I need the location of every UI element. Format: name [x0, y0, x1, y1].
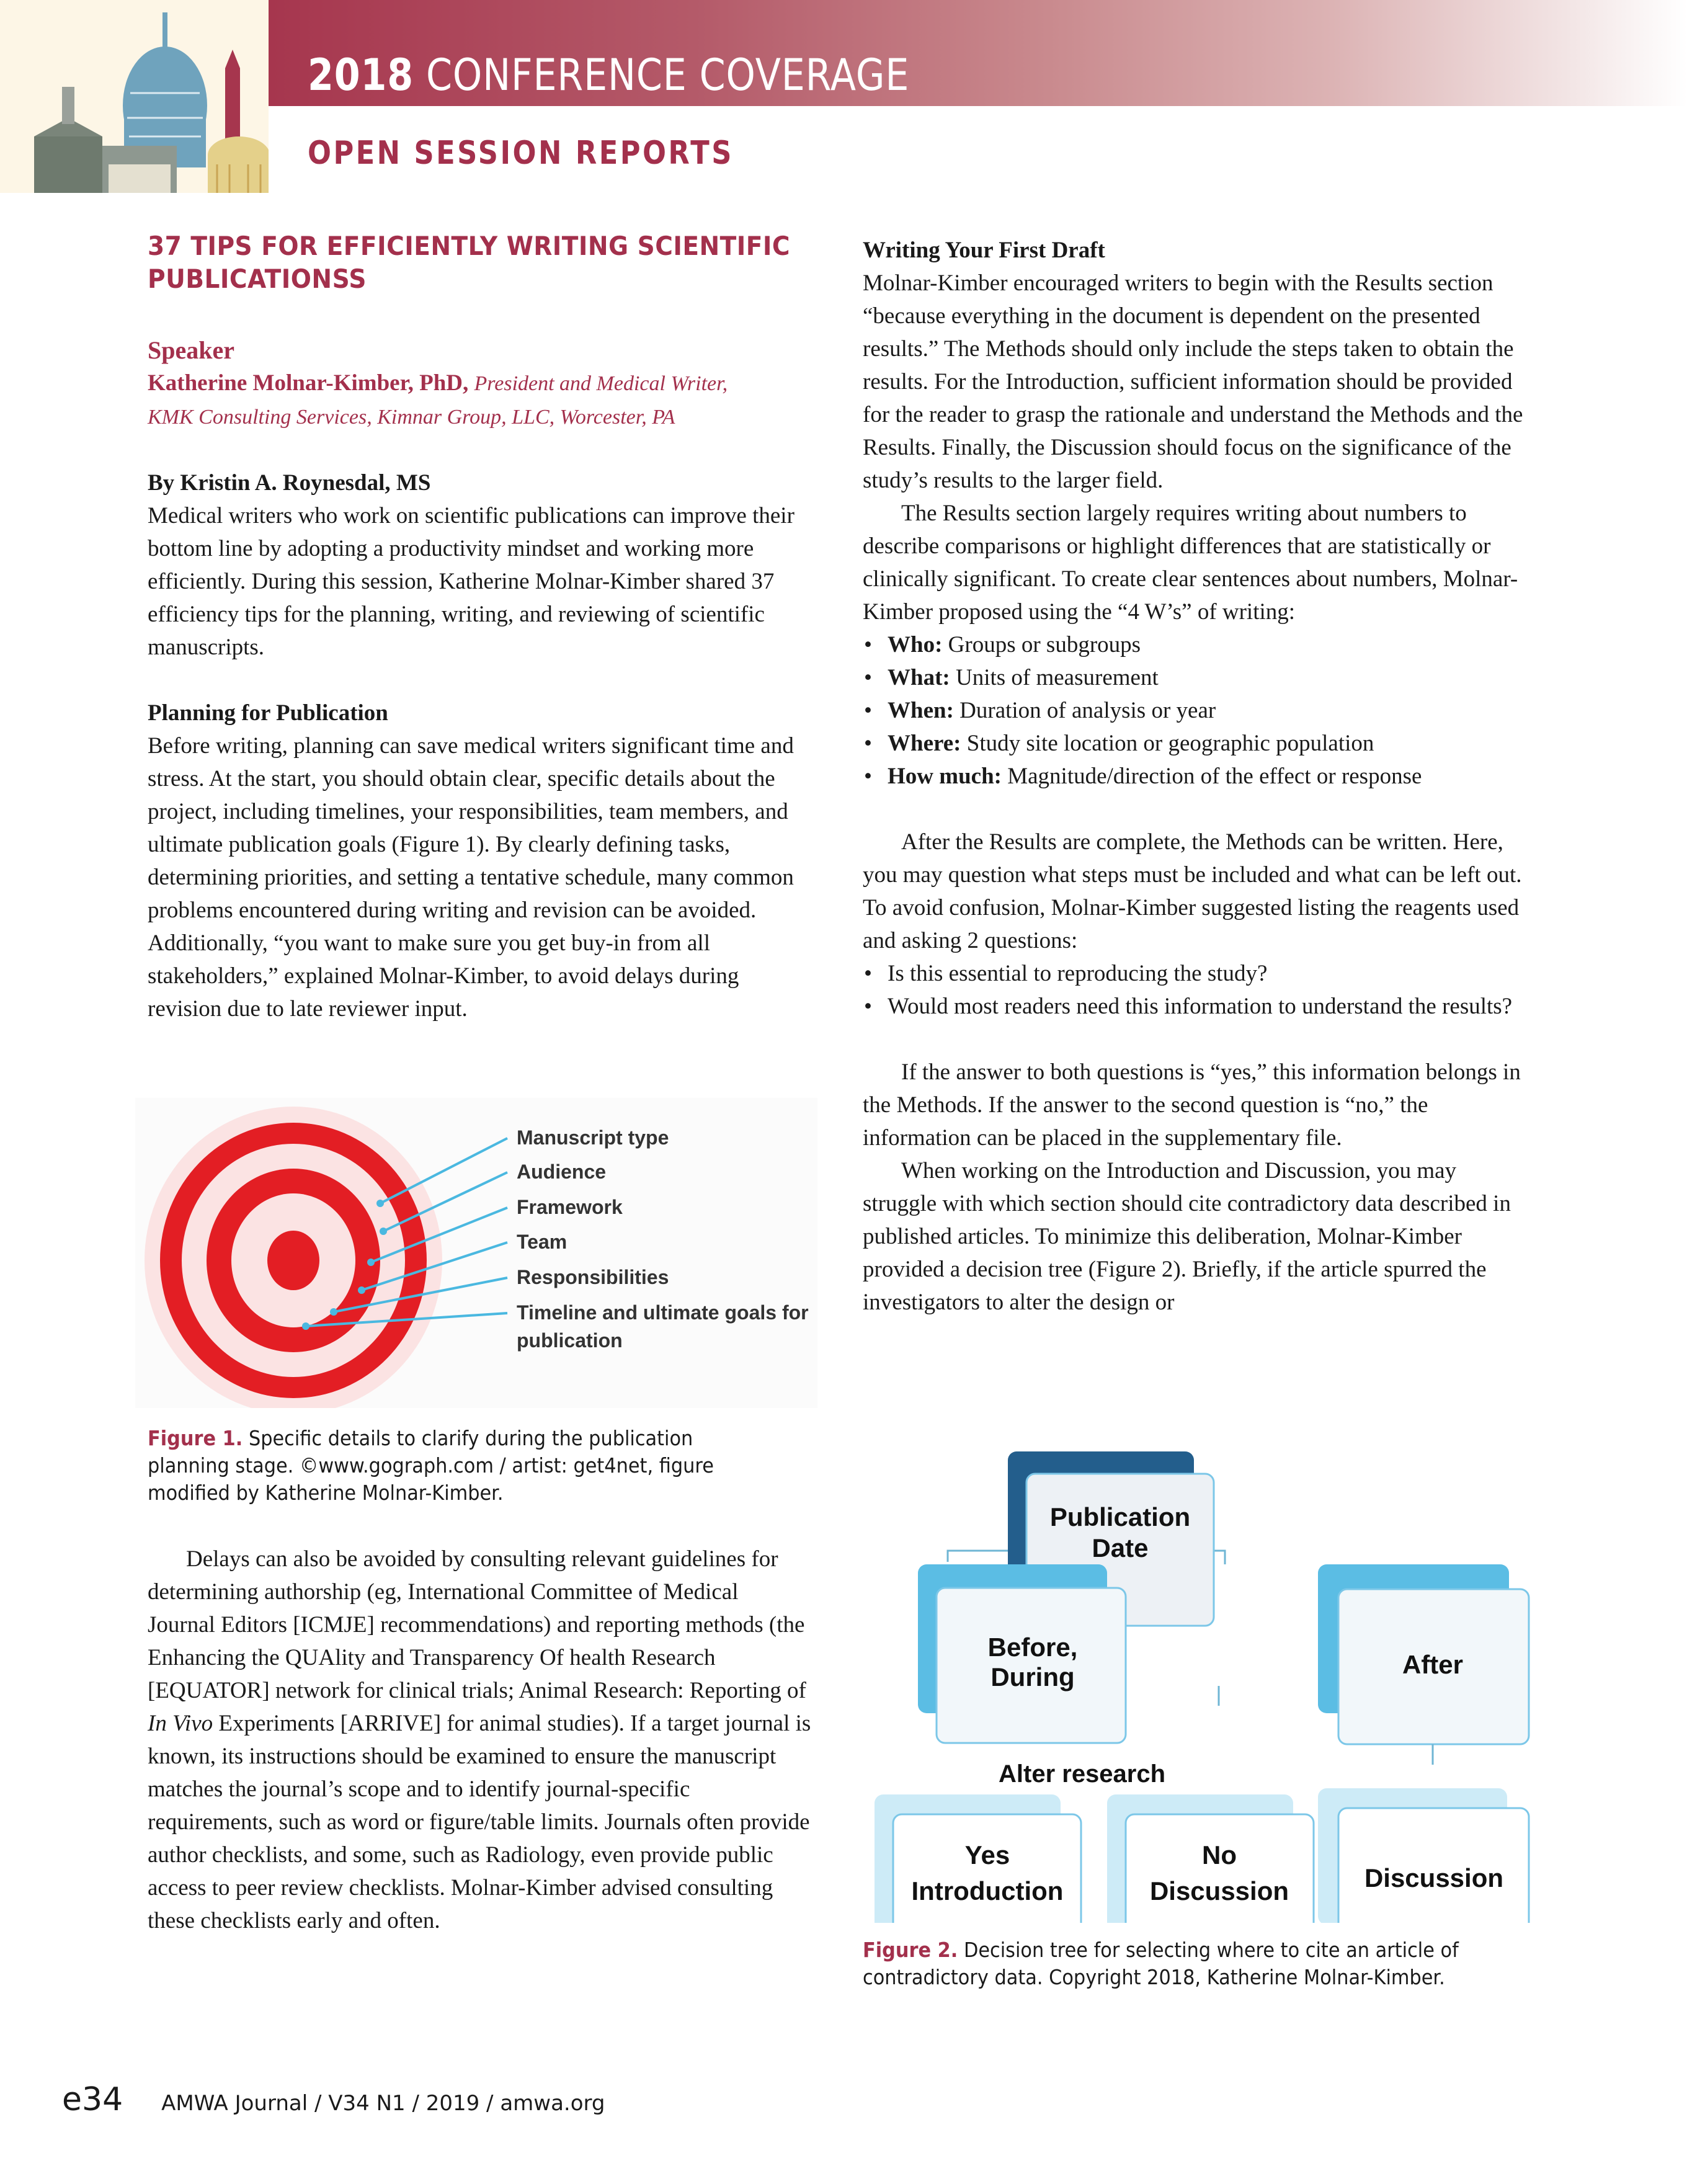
speaker-name: Katherine Molnar-Kimber, PhD,: [148, 370, 469, 396]
left-column: [148, 230, 811, 1025]
node-text: Discussion: [1149, 1876, 1289, 1905]
list-desc: Units of measurement: [950, 665, 1159, 690]
list-term: How much:: [888, 764, 1002, 789]
page-number: e34: [62, 2081, 123, 2118]
speaker-info: [148, 367, 811, 400]
target-label: Responsibilities: [517, 1266, 669, 1288]
figure-2-caption: [863, 1937, 1525, 1991]
questions-list: [863, 957, 1526, 1023]
speaker-affiliation-org: KMK Consulting Services, Kimnar Group, LLC, Worcester, PA: [148, 406, 675, 429]
node-text: Yes: [964, 1840, 1010, 1870]
list-item: • Is this essential to reproducing the study?: [888, 957, 1526, 990]
target-rings: [145, 1107, 442, 1408]
figure-2-caption-text: Decision tree for selecting where to cite an article of contradictory data. Copyright 2018, Katherine Molnar-Kimber.: [863, 1938, 1459, 1989]
figure-1-label: Figure 1.: [148, 1426, 243, 1450]
list-item: [888, 727, 1526, 760]
banner-year: 2018: [308, 50, 414, 100]
node-text: Discussion: [1364, 1863, 1504, 1892]
list-item: [888, 661, 1526, 694]
page-footer: [62, 2081, 605, 2118]
list-desc: Groups or subgroups: [942, 632, 1141, 657]
target-label: Timeline and ultimate goals for: [517, 1301, 809, 1324]
target-label: Framework: [517, 1196, 623, 1218]
list-term: Where:: [888, 731, 961, 756]
byline: By Kristin A. Roynesdal, MS: [148, 470, 431, 496]
arrow-head-icon: [358, 1286, 365, 1294]
node-text: Date: [1092, 1533, 1149, 1562]
node-text: Before,: [987, 1633, 1078, 1662]
answer-paragraph: If the answer to both questions is “yes,” this information belongs in the Methods. If the answer to the second question is “no,” the information can be placed in the supplementary file.: [863, 1059, 1521, 1151]
list-desc: Duration of analysis or year: [953, 698, 1216, 723]
node-text: Publication: [1049, 1502, 1191, 1531]
target-diagram: [135, 1098, 817, 1408]
section-title: OPEN SESSION REPORTS: [308, 135, 734, 172]
list-term: What:: [888, 665, 950, 690]
list-item: [888, 760, 1526, 793]
list-term: When:: [888, 698, 954, 723]
delays-text-b: Experiments [ARRIVE] for animal studies). If a target journal is known, its instructions should be examined to ensure the manuscript matches the journal’s scope and to identify journal-specific requirements, such as word or figure/table limits. Journals often provide author checklists, and some, such as Radiology, even provide public access to peer review checklists. Molnar-Kimber advised consulting these checklists early and often.: [148, 1711, 811, 1933]
decision-tree-diagram: [856, 1427, 1532, 1923]
intro-paragraph: Medical writers who work on scientific publications can improve their bottom line by adopting a productivity mindset and working more efficiently. During this session, Katherine Molnar-Kimber shared 37 efficiency tips for the planning, writing, and reviewing of scientific manuscripts.: [148, 503, 795, 660]
arrow-head-icon: [376, 1200, 384, 1207]
draft-heading: Writing Your First Draft: [863, 238, 1105, 263]
left-column-lower: [148, 1543, 811, 1937]
arrow-head-icon: [367, 1259, 375, 1266]
planning-paragraph: Before writing, planning can save medical writers significant time and stress. At the start, you should obtain clear, specific details about the project, including timelines, your responsibilities, team members, and ultimate publication goals (Figure 1). By clearly defining tasks, determining priorities, and setting a tentative schedule, many common problems encountered during writing and revision can be avoided. Additionally, “you want to make sure you get buy-in from all stakeholders,” explained Molnar-Kimber, to avoid delays during revision due to late reviewer input.: [148, 733, 794, 1022]
node-text: After: [1402, 1650, 1464, 1679]
draft-paragraph-1: Molnar-Kimber encouraged writers to begin with the Results section “because everything in the document is dependent on the presented results.” The Methods should only include the steps taken to obtain the results. For the Introduction, sufficient information should be provided for the reader to grasp the rationale and understand the Methods and the Results. Finally, the Discussion should focus on the significance of the study’s results to the larger field.: [863, 270, 1523, 493]
delays-text-a: Delays can also be avoided by consulting relevant guidelines for determining authorship (eg, International Committee of Medical Journal Editors [ICMJE] recommendations) and reporting methods (the Enhancing the QUAlity and Transparency Of health Research [EQUATOR] network for clinical trials; Animal Research: Reporting of: [148, 1546, 806, 1703]
figure-1-caption: [148, 1425, 775, 1507]
target-label: Team: [517, 1231, 568, 1253]
target-label: Manuscript type: [517, 1126, 669, 1149]
node-text: No: [1202, 1840, 1237, 1870]
list-item: [888, 694, 1526, 727]
list-term: Who:: [888, 632, 943, 657]
node-before-during: [918, 1564, 1126, 1743]
figure-2-decision-tree: [856, 1427, 1532, 1923]
edge-label-alter-research: Alter research: [999, 1760, 1166, 1788]
banner-text: CONFERENCE COVERAGE: [413, 50, 910, 100]
draft-paragraph-2: The Results section largely requires writing about numbers to describe comparisons or highlight differences that are statistically or clinically significant. To create clear sentences about numbers, Molnar-Kimber proposed using the “4 W’s” of writing:: [863, 501, 1518, 625]
list-item: • Would most readers need this information to understand the results?: [888, 990, 1526, 1023]
journal-info: AMWA Journal / V34 N1 / 2019 / amwa.org: [161, 2091, 605, 2116]
conference-coverage-title: [308, 50, 909, 100]
figure-2-label: Figure 2.: [863, 1938, 958, 1962]
list-desc: Magnitude/direction of the effect or response: [1001, 764, 1422, 789]
target-label: Audience: [517, 1161, 607, 1183]
conference-logo-illustration: [0, 0, 269, 193]
four-ws-list: [863, 628, 1526, 793]
node-discussion: [1318, 1788, 1529, 1923]
washington-skyline-icon: [0, 0, 269, 193]
arrow-head-icon: [330, 1308, 337, 1316]
speaker-heading: Speaker: [148, 336, 234, 364]
node-no-discussion: [1107, 1794, 1314, 1923]
intro-discussion-paragraph: When working on the Introduction and Discussion, you may struggle with which section should cite contradictory data described in published articles. To minimize this deliberation, Molnar-Kimber provided a decision tree (Figure 2). Briefly, if the article spurred the investigators to alter the design or: [863, 1158, 1511, 1315]
right-column: [863, 234, 1526, 1319]
speaker-affiliation-line: [148, 400, 811, 434]
target-label: publication: [517, 1329, 623, 1352]
article-title: 37 TIPS FOR EFFICIENTLY WRITING SCIENTIFIC PUBLICATIONSS: [148, 231, 791, 294]
speaker-affiliation: President and Medical Writer,: [474, 372, 728, 395]
delays-italic: In Vivo: [148, 1711, 213, 1736]
planning-heading: Planning for Publication: [148, 700, 388, 726]
arrow-head-icon: [302, 1322, 309, 1330]
arrow-head-icon: [380, 1228, 387, 1235]
target-labels: [517, 1126, 809, 1352]
list-item: [888, 628, 1526, 661]
node-text: Introduction: [911, 1876, 1064, 1905]
figure-1-target: [135, 1098, 817, 1408]
node-text: During: [990, 1662, 1075, 1691]
node-yes-introduction: [875, 1794, 1081, 1923]
list-desc: Study site location or geographic population: [961, 731, 1374, 756]
methods-paragraph: After the Results are complete, the Methods can be written. Here, you may question what steps must be included and what can be left out. To avoid confusion, Molnar-Kimber suggested listing the reagents used and asking 2 questions:: [863, 829, 1522, 953]
delays-paragraph: [148, 1543, 811, 1937]
figure-1-caption-text: Specific details to clarify during the publication planning stage. ©www.gograph.com / artist: get4net, figure modified by Katherine Molnar-Kimber.: [148, 1426, 714, 1505]
